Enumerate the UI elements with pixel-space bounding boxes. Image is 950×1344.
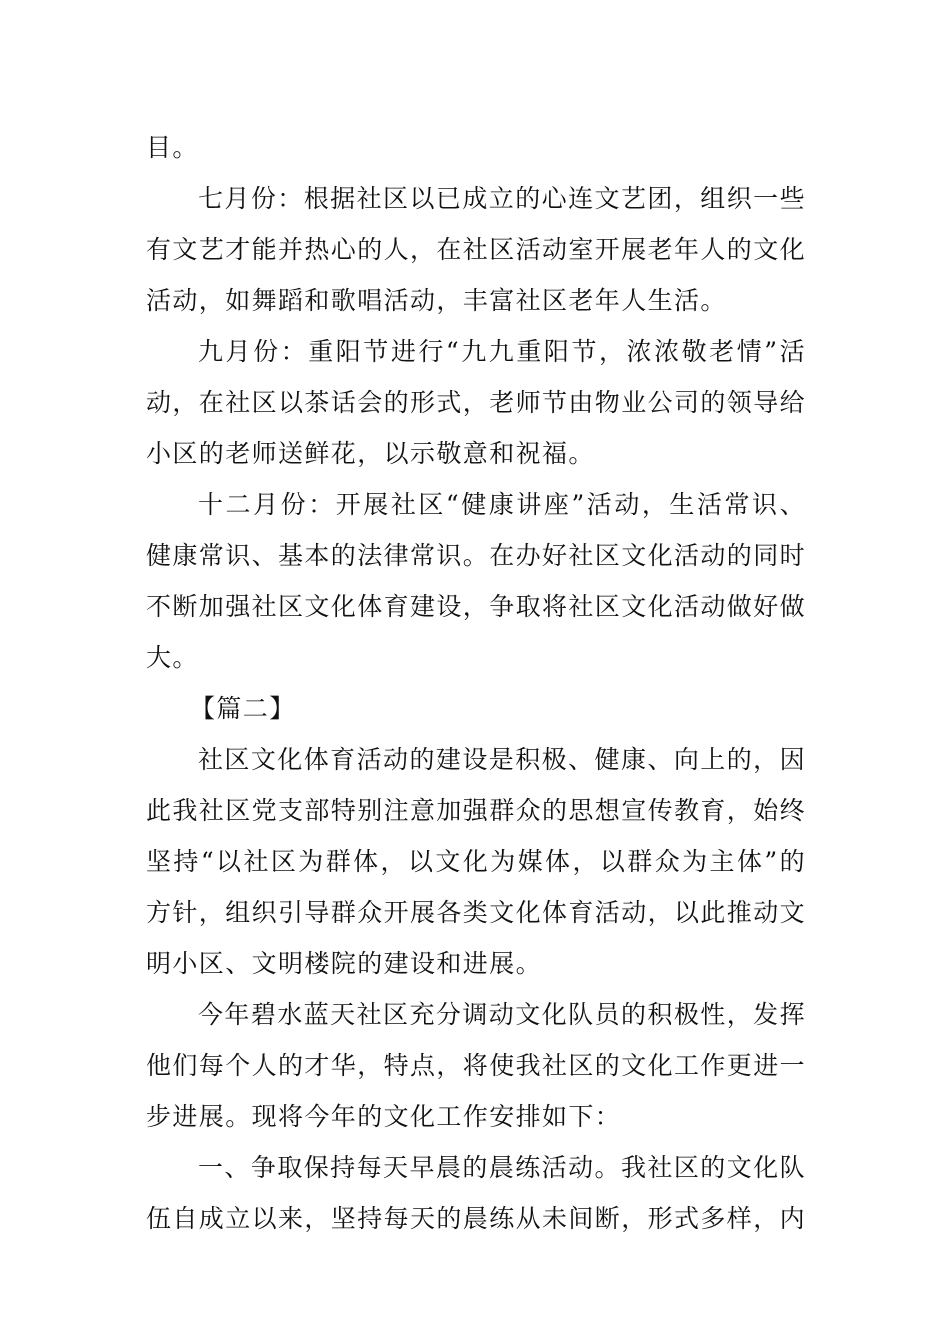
paragraph-item-one: 一、争取保持每天早晨的晨练活动。我社区的文化队伍自成立以来，坚持每天的晨练从未间断，形式多样，内 bbox=[146, 1153, 807, 1233]
paragraph-continuation: 目。 bbox=[146, 133, 199, 162]
paragraph-intro: 社区文化体育活动的建设是积极、健康、向上的，因此我社区党支部特别注意加强群众的思想宣传教育，始终坚持“以社区为群体，以文化为媒体，以群众为主体”的方针，组织引导群众开展各类文化体育活动，以此推动文明小区、文明楼院的建设和进展。 bbox=[146, 745, 807, 978]
paragraph-december: 十二月份：开展社区“健康讲座”活动，生活常识、健康常识、基本的法律常识。在办好社区文化活动的同时不断加强社区文化体育建设，争取将社区文化活动做好做大。 bbox=[146, 490, 807, 672]
document-body bbox=[146, 122, 806, 1244]
paragraph-july: 七月份：根据社区以已成立的心连文艺团，组织一些有文艺才能并热心的人，在社区活动室开展老年人的文化活动，如舞蹈和歌唱活动，丰富社区老年人生活。 bbox=[146, 184, 807, 315]
paragraph-plan: 今年碧水蓝天社区充分调动文化队员的积极性，发挥他们每个人的才华，特点，将使我社区的文化工作更进一步进展。现将今年的文化工作安排如下： bbox=[146, 1000, 807, 1131]
section-heading: 【篇二】 bbox=[190, 694, 296, 723]
paragraph-september: 九月份：重阳节进行“九九重阳节，浓浓敬老情”活动，在社区以茶话会的形式，老师节由物业公司的领导给小区的老师送鲜花，以示敬意和祝福。 bbox=[146, 337, 807, 468]
